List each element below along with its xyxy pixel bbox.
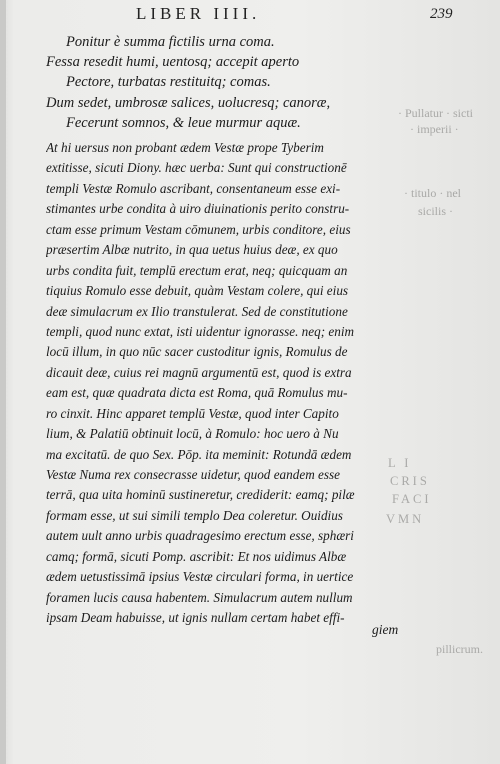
verse-line: Ponitur è summa fictilis urna coma. (66, 34, 275, 50)
verse-line: Fecerunt somnos, & leue murmur aquæ. (66, 115, 301, 131)
prose-line: stimantes urbe condita à uiro diuinationis perito constru- (46, 201, 350, 217)
prose-line: dicauit deæ, cuius rei magnū argumentū est, quod is extra (46, 364, 352, 380)
show-through-text: · titulo · nel (404, 186, 461, 200)
prose-line: ctam esse primum Vestam cōmunem, urbis conditore, eius (46, 221, 351, 237)
show-through-text: VMN (386, 512, 425, 526)
running-head (0, 4, 500, 26)
catchword: giem (372, 622, 399, 637)
prose-line: præsertim Albæ nutrito, in qua uetus huius deæ, ex quo (46, 242, 338, 258)
show-through-text: FACI (392, 492, 432, 506)
verse-line: Pectore, turbatas restituitq; comas. (66, 74, 271, 90)
page-gutter (0, 0, 6, 764)
prose-line: foramen lucis causa habentem. Simulacrum autem nullum (46, 589, 353, 605)
prose-line: eam est, quæ quadrata dicta est Roma, quā Romulus mu- (46, 385, 348, 401)
show-through-text: · imperii · (410, 122, 459, 136)
prose-line: extitisse, sicuti Diony. hæc uerba: Sunt qui constructionē (46, 160, 347, 176)
prose-line: terrā, qua uita hominū sustineretur, crediderit: eamq; pilæ (46, 487, 355, 503)
prose-line: deæ simulacrum ex Ilio transtulerat. Sed de constitutione (46, 303, 348, 319)
show-through-text: sicilis · (418, 204, 453, 218)
prose-line: locū illum, in quo nūc sacer custoditur ignis, Romulus de (46, 344, 348, 360)
prose-line: Vestæ Numa rex consecrasse uidetur, quod eandem esse (46, 467, 340, 482)
prose-line: formam esse, ut sui simili templo Dea coleretur. Ouidius (46, 507, 343, 523)
prose-line: tiquius Romulo esse debuit, quàm Vestam colere, qui eius (46, 283, 349, 299)
folio-number: 239 (430, 6, 453, 22)
prose-line: urbs condita fuit, templū erectum erat, neq; quicquam an (46, 262, 348, 278)
prose-line: ædem uetustissimā ipsius Vestæ circulari forma, in uertice (46, 569, 354, 585)
verse-line: Fessa resedit humi, uentosq; accepit aperto (46, 54, 300, 70)
show-through-text: · Pullatur · sicti (398, 106, 473, 120)
prose-line: lium, & Palatiū obtinuit locū, à Romulo: hoc uero à Nu (46, 426, 339, 442)
prose-block (46, 138, 376, 629)
verse-line: Dum sedet, umbrosæ salices, uolucresq; canoræ, (46, 95, 331, 111)
prose-line: templi Vestæ Romulo ascribant, consentaneum esse exi- (46, 180, 341, 196)
show-through-text: CRIS (390, 474, 430, 488)
prose-line: ro cinxit. Hinc apparet templū Vestæ, quod inter Capito (46, 405, 339, 421)
prose-line: ma excitatū. de quo Sex. Pōp. ita meminit: Rotundā ædem (46, 446, 352, 462)
prose-line: At hi uersus non probant ædem Vestæ prope Tyberim (46, 140, 324, 155)
prose-line: camq; formā, sicuti Pomp. ascribit: Et nos uidimus Albæ (46, 548, 347, 564)
show-through-text: pillicrum. (436, 642, 483, 656)
prose-line: templi, quod nunc extat, isti uidentur ignorasse. neq; enim (46, 323, 355, 339)
prose-line: autem uult anno urbis quadragesimo erectum esse, sphæri (46, 528, 354, 544)
prose-line: ipsam Deam habuisse, ut ignis nullam certam habet effi- (46, 610, 345, 626)
show-through-text: L I (388, 456, 412, 470)
running-title: LIBER IIII. (136, 4, 261, 23)
